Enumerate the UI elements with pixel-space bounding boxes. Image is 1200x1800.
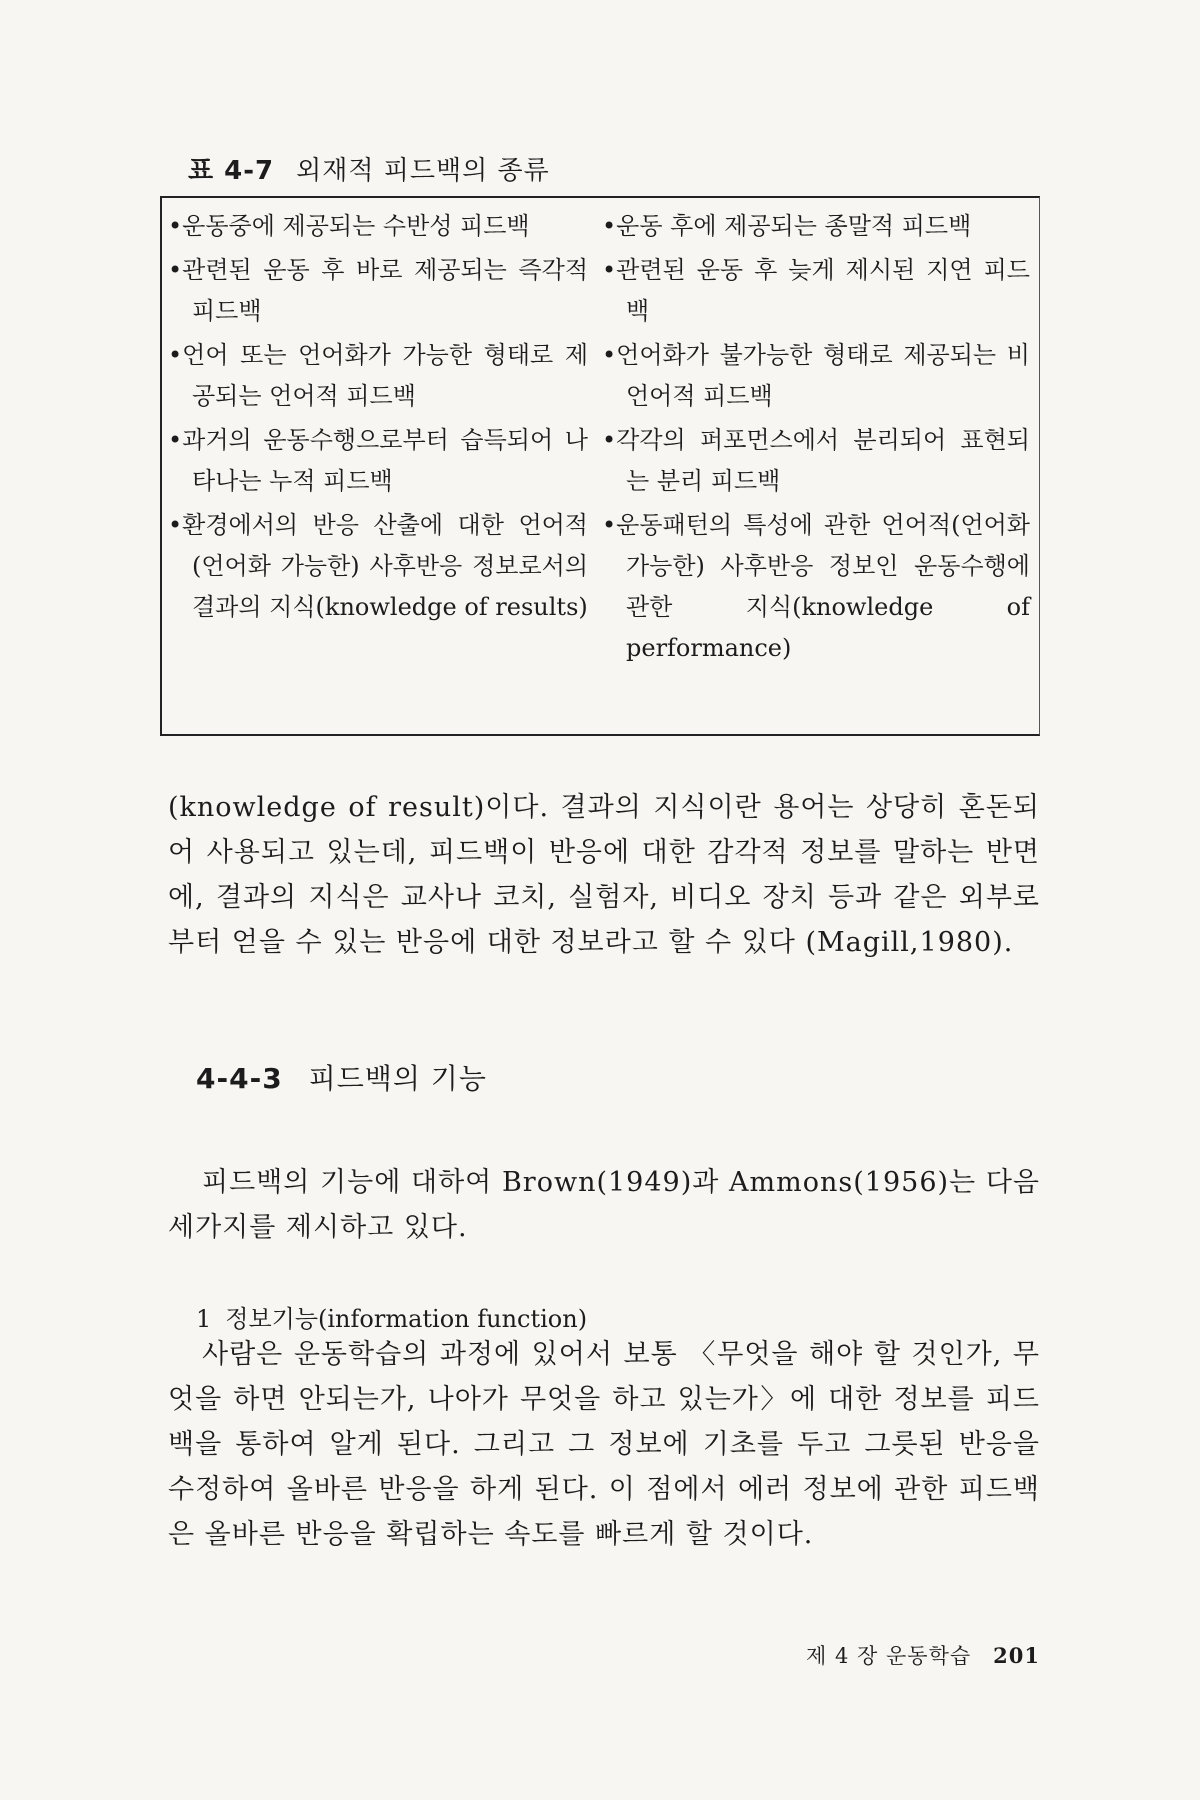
section-number: 4-4-3 (196, 1062, 283, 1095)
subsection-heading (196, 1299, 587, 1334)
feedback-types-table (160, 196, 1040, 736)
paragraph-knowledge-of-result: (knowledge of result)이다. 결과의 지식이란 용어는 상당히 혼돈되어 사용되고 있는데, 피드백이 반응에 대한 감각적 정보를 말하는 반면에, 결과의 지식은 교사나 코치, 실험자, 비디오 장치 등과 같은 외부로부터 얻을 수 있는 반응에 대한 정보라고 할 수 있다 (Magill,1980). (168, 792, 1040, 958)
table-caption (188, 150, 550, 187)
paragraph-feedback-functions-intro: 피드백의 기능에 대하여 Brown(1949)과 Ammons(1956)는 다음 세가지를 제시하고 있다. (168, 1167, 1040, 1243)
table-cell: •언어화가 불가능한 형태로 제공되는 비언어적 피드백 (602, 341, 1030, 410)
table-cell: •관련된 운동 후 바로 제공되는 즉각적 피드백 (168, 256, 588, 325)
table-cell: •언어 또는 언어화가 가능한 형태로 제공되는 언어적 피드백 (168, 341, 588, 410)
section-title: 피드백의 기능 (308, 1062, 487, 1095)
table-cell: •환경에서의 반응 산출에 대한 언어적(언어화 가능한) 사후반응 정보로서의 결과의 지식(knowledge of results) (168, 511, 588, 621)
table-cell: •각각의 퍼포먼스에서 분리되어 표현되는 분리 피드백 (602, 426, 1030, 495)
table-left-column (168, 206, 588, 631)
table-caption-number: 표 4-7 (188, 156, 275, 186)
subsection-title: 정보기능(information function) (225, 1305, 588, 1333)
table-cell: •과거의 운동수행으로부터 습득되어 나타나는 누적 피드백 (168, 426, 588, 495)
table-cell: •관련된 운동 후 늦게 제시된 지연 피드백 (602, 256, 1030, 325)
subsection-number: 1 (196, 1305, 212, 1333)
paragraph-information-function: 사람은 운동학습의 과정에 있어서 보통 〈무엇을 해야 할 것인가, 무엇을 하면 안되는가, 나아가 무엇을 하고 있는가〉에 대한 정보를 피드백을 통하여 알게 된다. 그리고 그 정보에 기초를 두고 그릇된 반응을 수정하여 올바른 반응을 하게 된다. 이 점에서 에러 정보에 관한 피드백은 올바른 반응을 확립하는 속도를 빠르게 할 것이다. (168, 1339, 1040, 1550)
footer-chapter: 제 4 장 운동학습 (806, 1644, 972, 1668)
table-right-column (602, 206, 1030, 672)
table-cell: •운동 후에 제공되는 종말적 피드백 (602, 212, 972, 240)
table-caption-title: 외재적 피드백의 종류 (296, 156, 550, 186)
page-footer (806, 1640, 1040, 1670)
page-number: 201 (993, 1643, 1040, 1668)
table-cell: •운동중에 제공되는 수반성 피드백 (168, 212, 530, 240)
section-heading (196, 1057, 487, 1097)
table-cell: •운동패턴의 특성에 관한 언어적(언어화 가능한) 사후반응 정보인 운동수행에 관한 지식(knowledge of performance) (602, 511, 1030, 662)
